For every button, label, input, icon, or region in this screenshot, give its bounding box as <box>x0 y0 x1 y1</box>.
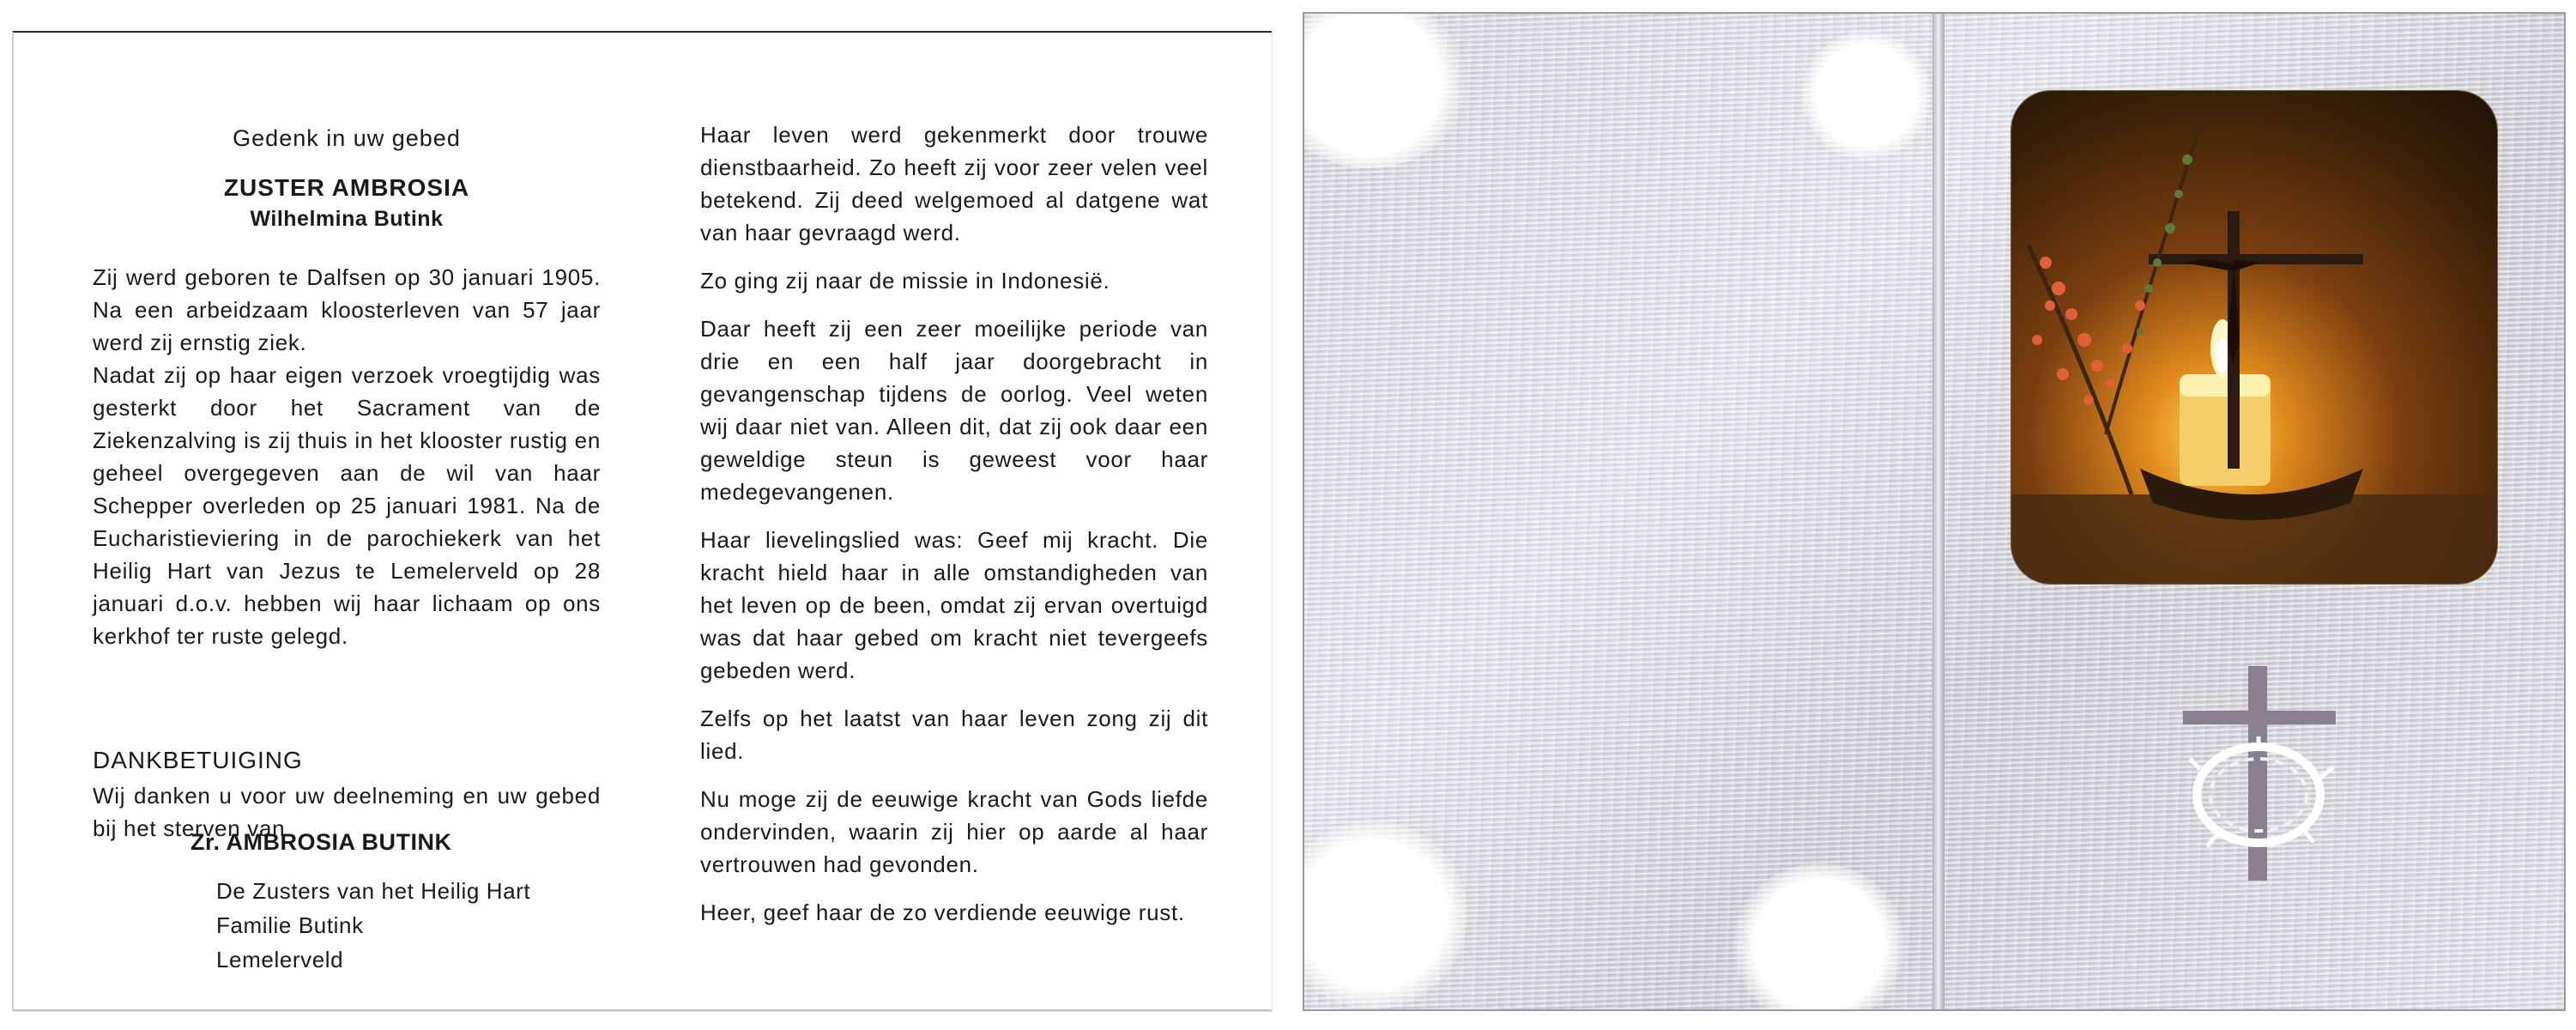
thanks-name: Zr. AMBROSIA BUTINK <box>190 829 452 855</box>
tape-mark <box>1303 821 1467 1009</box>
card-fold <box>1932 14 1944 1009</box>
tape-mark <box>1802 31 1931 160</box>
tape-mark <box>1303 12 1467 168</box>
given-name: Wilhelmina Butink <box>250 207 444 231</box>
right-page <box>700 118 1208 944</box>
bio-paragraph: Nadat zij op haar eigen verzoek vroegtijdig was gesterkt door het Sacrament van de Ziekenzalving is zij thuis in het klooster rustig en geheel overgegeven aan de wil van haar Schepper overleden op 25 januari 1981. Na de Eucharistieviering in de parochiekerk van het Heilig Hart van Jezus te Lemelerveld op 28 januari d.o.v. hebben wij haar lichaam op ons kerkhof ter ruste gelegd. <box>93 362 601 649</box>
bio-paragraph: Zij werd geboren te Dalfsen op 30 januari 1905. Na een arbeidzaam kloosterleven van 57 jaar werd zij ernstig ziek. <box>93 264 601 355</box>
memorial-paragraph: Nu moge zij de eeuwige kracht van Gods liefde ondervinden, waarin zij hier op aarde al haar vertrouwen had gevonden. <box>700 786 1208 877</box>
memorial-paragraph: Zo ging zij naar de missie in Indonesië. <box>700 268 1110 294</box>
photo-illustration <box>2011 91 2497 584</box>
memorial-paragraph: Haar lievelingslied was: Geef mij kracht. Die kracht hield haar in alle omstandigheden van het leven op de been, omdat zij ervan overtuigd was dat haar gebed om kracht niet tevergeefs gebeden werd. <box>700 527 1208 683</box>
left-page <box>93 125 601 652</box>
deceased-name: ZUSTER AMBROSIA <box>223 174 470 201</box>
intro-line: Gedenk in uw gebed <box>233 125 461 151</box>
inner-spread <box>12 31 1272 1011</box>
signer: Lemelerveld <box>216 947 344 972</box>
thanks-heading: DANKBETUIGING <box>93 747 303 773</box>
signers-list <box>216 874 530 977</box>
tape-mark <box>1733 863 1905 1011</box>
outer-cover <box>1303 12 2566 1011</box>
crucifix-candle-photo <box>2011 91 2497 584</box>
cross-with-crown-of-thorns-icon <box>2183 666 2363 889</box>
signer: Familie Butink <box>216 912 364 938</box>
memorial-paragraph: Haar leven werd gekenmerkt door trouwe dienstbaarheid. Zo heeft zij voor zeer velen veel betekend. Zij deed welgemoed al datgene wat van haar gevraagd werd. <box>700 122 1208 245</box>
thanks-text: Wij danken u voor uw deelneming en uw gebed bij het sterven van <box>93 783 601 841</box>
memorial-paragraph: Daar heeft zij een zeer moeilijke periode van drie en een half jaar doorgebracht in gevangenschap tijdens de oorlog. Veel weten wij daar niet van. Alleen dit, dat zij ook daar een geweldige steun is geweest voor haar medegevangenen. <box>700 316 1208 505</box>
memorial-paragraph: Heer, geef haar de zo verdiende eeuwige rust. <box>700 900 1185 925</box>
memorial-paragraph: Zelfs op het laatst van haar leven zong zij dit lied. <box>700 706 1208 764</box>
signer: De Zusters van het Heilig Hart <box>216 878 531 904</box>
